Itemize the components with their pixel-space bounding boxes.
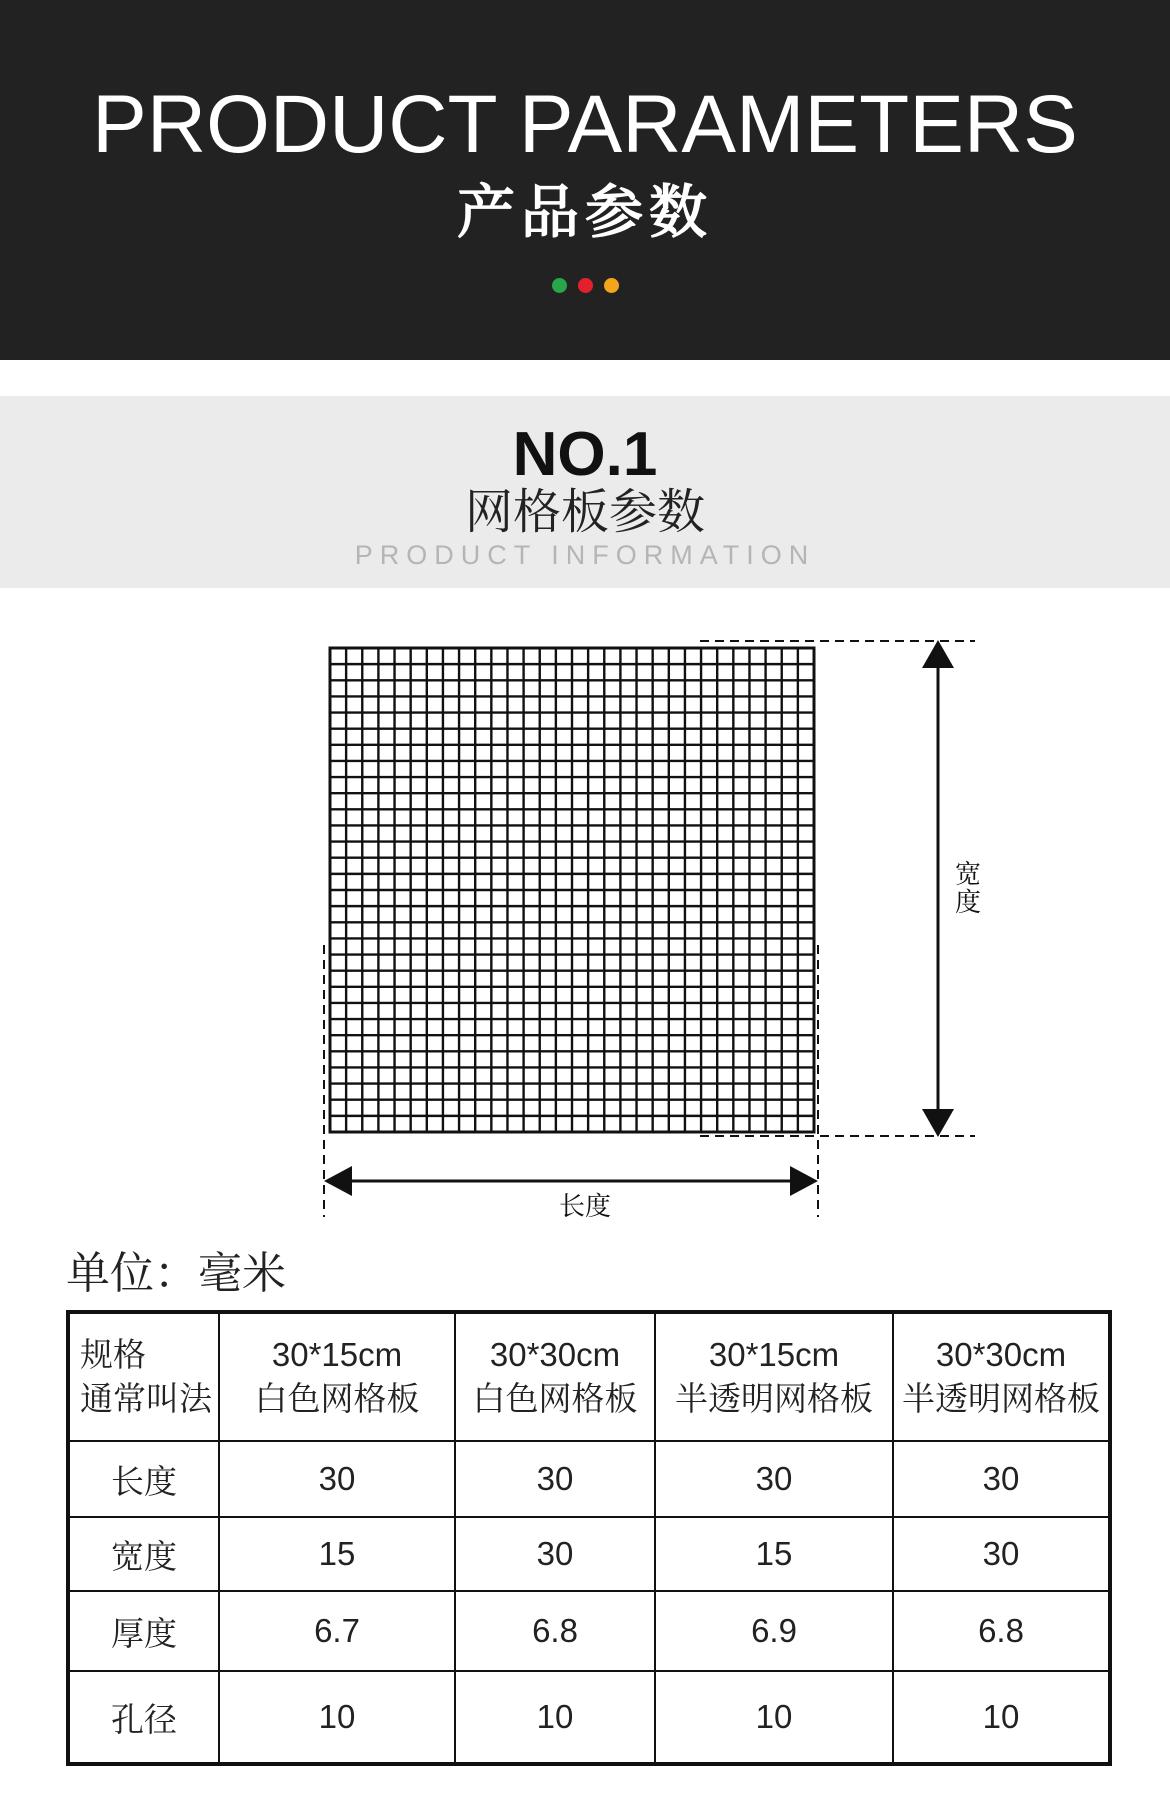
table-cell: 30 (893, 1441, 1110, 1517)
row-label: 厚度 (68, 1591, 219, 1671)
row-label: 长度 (68, 1441, 219, 1517)
row-label: 孔径 (68, 1671, 219, 1764)
table-header-row (68, 1312, 1110, 1441)
table-row (68, 1591, 1110, 1671)
arrow-right-icon (790, 1166, 818, 1196)
column-name: 白色网格板 (472, 1380, 638, 1417)
banner-title-cn: 产品参数 (456, 180, 713, 245)
column-header (893, 1312, 1110, 1441)
table-cell: 30 (455, 1517, 655, 1591)
table-cell: 15 (219, 1517, 455, 1591)
column-size: 30*15cm (271, 1336, 403, 1373)
table-cell: 6.9 (655, 1591, 893, 1671)
table-cell: 6.7 (219, 1591, 455, 1671)
red-dot-icon (578, 278, 593, 293)
corner-label-spec: 规格 (80, 1336, 146, 1373)
unit-label: 单位：毫米 (66, 1249, 286, 1298)
length-label: 长度 (558, 1191, 611, 1221)
table-cell: 15 (655, 1517, 893, 1591)
table-cell: 6.8 (455, 1591, 655, 1671)
dimension-drawing (0, 600, 1170, 1240)
column-name: 半透明网格板 (675, 1380, 873, 1417)
header-banner (0, 0, 1170, 360)
column-header (455, 1312, 655, 1441)
table-cell: 6.8 (893, 1591, 1110, 1671)
corner-label-name: 通常叫法 (80, 1380, 212, 1417)
banner-title-en: PRODUCT PARAMETERS (92, 79, 1078, 170)
table-row (68, 1517, 1110, 1591)
table-cell: 10 (219, 1671, 455, 1764)
arrow-down-icon (922, 1109, 954, 1137)
section-title-en: PRODUCT INFORMATION (354, 540, 816, 570)
parameters-table (66, 1310, 1112, 1766)
width-label: 宽度 (954, 859, 981, 917)
table-cell: 10 (893, 1671, 1110, 1764)
table-cell: 10 (655, 1671, 893, 1764)
section-header (0, 396, 1170, 588)
table-cell: 30 (455, 1441, 655, 1517)
arrow-left-icon (324, 1166, 352, 1196)
column-header (219, 1312, 455, 1441)
decorative-dots (0, 278, 1170, 294)
section-number: NO.1 (512, 420, 658, 489)
column-size: 30*15cm (708, 1336, 840, 1373)
column-header (655, 1312, 893, 1441)
column-name: 白色网格板 (254, 1380, 420, 1417)
table-cell: 30 (893, 1517, 1110, 1591)
table-corner-cell (68, 1312, 219, 1441)
table-cell: 30 (655, 1441, 893, 1517)
table-cell: 10 (455, 1671, 655, 1764)
section-title-cn: 网格板参数 (464, 486, 705, 539)
green-dot-icon (552, 278, 567, 293)
arrow-up-icon (922, 640, 954, 668)
grid-panel-diagram (0, 600, 1170, 1240)
column-size: 30*30cm (489, 1336, 621, 1373)
table-row (68, 1441, 1110, 1517)
row-label: 宽度 (68, 1517, 219, 1591)
grid-panel-illustration (330, 648, 814, 1132)
column-name: 半透明网格板 (902, 1380, 1100, 1417)
table-row (68, 1671, 1110, 1764)
column-size: 30*30cm (935, 1336, 1067, 1373)
orange-dot-icon (604, 278, 619, 293)
table-cell: 30 (219, 1441, 455, 1517)
